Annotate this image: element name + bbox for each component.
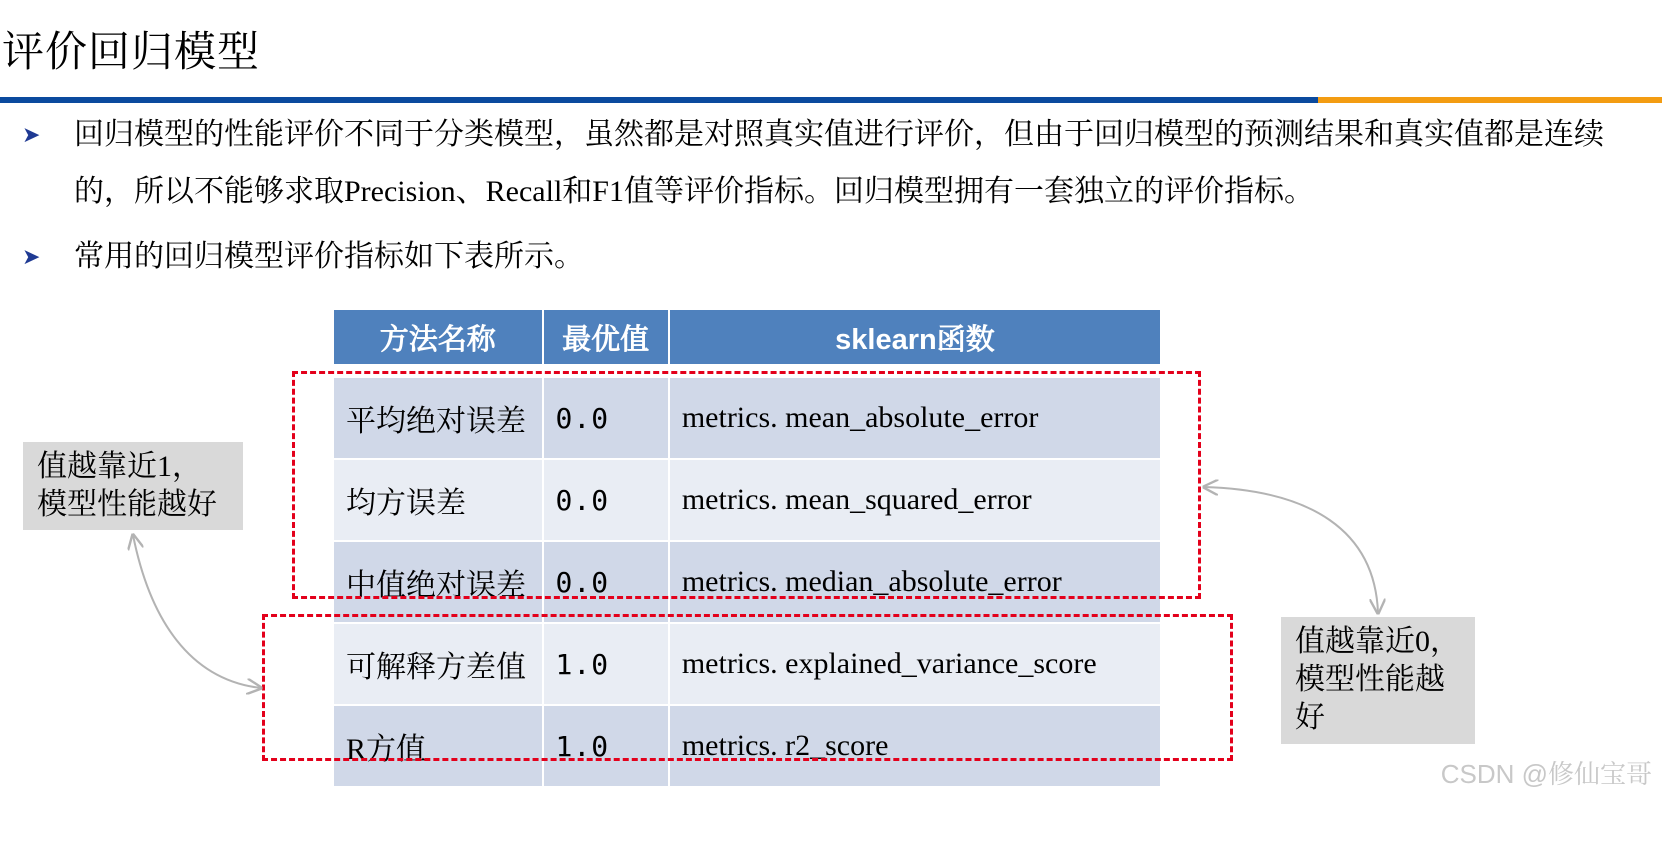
note-closer-to-zero <box>1281 617 1475 744</box>
arrow-bullet-icon: ➤ <box>22 244 41 269</box>
table-header-row <box>334 310 1160 365</box>
cell-best-value: 0.0 <box>543 377 669 459</box>
cell-best-value: 0.0 <box>543 459 669 541</box>
note-line: 值越靠近0， <box>1295 625 1460 658</box>
cell-sklearn-function: metrics. mean_squared_error <box>669 459 1160 541</box>
cell-method-name: 中值绝对误差 <box>334 541 543 623</box>
note-line: 模型性能越 <box>1295 663 1445 696</box>
table-row <box>334 705 1160 786</box>
note-line: 好 <box>1295 701 1325 734</box>
cell-best-value: 0.0 <box>543 541 669 623</box>
cell-method-name: 可解释方差值 <box>334 623 543 705</box>
table-row <box>334 377 1160 459</box>
bullet-item-2 <box>22 228 1642 285</box>
left-note-connector-arrow <box>133 535 261 688</box>
arrow-bullet-icon: ➤ <box>22 122 41 147</box>
table-row <box>334 623 1160 705</box>
note-line: 值越靠近1， <box>37 450 202 483</box>
slide-title: 评价回归模型 <box>2 30 261 76</box>
note-closer-to-one <box>23 442 243 530</box>
cell-method-name: 平均绝对误差 <box>334 377 543 459</box>
table-row <box>334 541 1160 623</box>
cell-sklearn-function: metrics. explained_variance_score <box>669 623 1160 705</box>
bullet-item-1 <box>22 106 1642 220</box>
cell-method-name: 均方误差 <box>334 459 543 541</box>
bullet-text-1: 回归模型的性能评价不同于分类模型，虽然都是对照真实值进行评价，但由于回归模型的预测结果和真实值都是连续的，所以不能够求取Precision、Recall和F1值等评价指标。回归模型拥有一套独立的评价指标。 <box>74 118 1604 208</box>
title-underline-blue <box>0 97 1318 103</box>
title-underline-orange <box>1318 97 1662 103</box>
header-method-name: 方法名称 <box>334 310 543 365</box>
cell-sklearn-function: metrics. r2_score <box>669 705 1160 786</box>
right-note-connector-arrow <box>1204 487 1378 613</box>
cell-sklearn-function: metrics. median_absolute_error <box>669 541 1160 623</box>
cell-method-name: R方值 <box>334 705 543 786</box>
note-line: 模型性能越好 <box>37 488 217 521</box>
header-sklearn-function: sklearn函数 <box>669 310 1160 365</box>
metrics-table <box>334 310 1160 786</box>
bullet-text-2: 常用的回归模型评价指标如下表所示。 <box>74 240 584 273</box>
cell-best-value: 1.0 <box>543 705 669 786</box>
watermark: CSDN @修仙宝哥 <box>1440 759 1652 789</box>
table-row <box>334 459 1160 541</box>
table-spacer <box>334 365 1160 377</box>
cell-best-value: 1.0 <box>543 623 669 705</box>
header-best-value: 最优值 <box>543 310 669 365</box>
cell-sklearn-function: metrics. mean_absolute_error <box>669 377 1160 459</box>
